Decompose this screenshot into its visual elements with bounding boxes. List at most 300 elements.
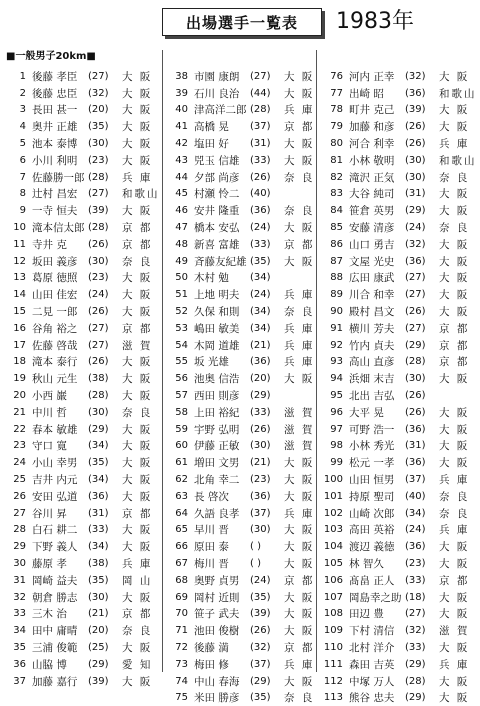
athlete-age: (34) [88, 541, 109, 553]
athlete-row [166, 689, 320, 706]
bib-number: 13 [13, 272, 26, 284]
athlete-row [4, 421, 158, 438]
athlete-row [166, 270, 320, 287]
athlete-name: 山脇 博 [32, 658, 67, 671]
athlete-row [166, 320, 320, 337]
athlete-prefecture: 兵 庫 [284, 289, 315, 302]
athlete-prefecture: 大 阪 [439, 541, 470, 554]
athlete-prefecture: 大 阪 [439, 423, 470, 436]
athlete-row [321, 454, 475, 471]
athlete-prefecture: 大 阪 [284, 558, 315, 570]
athlete-age: ( ) [250, 541, 261, 553]
bib-number: 55 [175, 356, 188, 368]
athlete-name: 佐藤 啓哉 [32, 339, 78, 352]
athlete-age: (28) [88, 390, 109, 402]
athlete-age: (29) [405, 658, 426, 670]
bib-number: 89 [330, 289, 343, 301]
athlete-row [4, 337, 158, 354]
athlete-name: 嶋田 敏美 [194, 322, 240, 335]
bib-number: 66 [175, 541, 188, 553]
bib-number: 102 [323, 507, 343, 519]
athlete-name: 渡辺 義徳 [349, 541, 395, 554]
athlete-prefecture: 大 阪 [439, 121, 470, 134]
athlete-age: (32) [405, 238, 426, 250]
athlete-prefecture: 大 阪 [122, 306, 153, 319]
athlete-name: 大平 晃 [349, 406, 384, 419]
athlete-name: 池田 俊樹 [194, 625, 240, 638]
athlete-age: (37) [405, 474, 426, 486]
bib-number: 27 [13, 507, 26, 519]
athlete-age: (24) [405, 222, 426, 234]
athlete-age: (28) [88, 171, 109, 183]
bib-number: 12 [13, 255, 26, 267]
athlete-age: (21) [88, 608, 109, 620]
bib-number: 9 [19, 205, 26, 217]
athlete-row [4, 488, 158, 505]
athlete-prefecture: 和歌山 [439, 87, 477, 100]
athlete-prefecture: 大 阪 [122, 138, 153, 151]
athlete-name: 秋山 元生 [32, 373, 78, 386]
bib-number: 7 [19, 171, 26, 183]
bib-number: 92 [330, 339, 343, 351]
athlete-row [321, 370, 475, 387]
athlete-name: 河合 利幸 [349, 138, 395, 151]
athlete-name: 浜畑 末吉 [349, 373, 395, 386]
athlete-age: (39) [88, 205, 109, 217]
athlete-name: 北村 洋介 [349, 641, 395, 654]
athlete-age: (30) [250, 440, 271, 452]
athlete-name: 小川 利明 [32, 154, 78, 167]
athlete-name: 下村 清信 [349, 625, 395, 638]
bib-number: 25 [13, 474, 26, 486]
athlete-row [4, 85, 158, 102]
athlete-row [4, 135, 158, 152]
athlete-row [166, 370, 320, 387]
athlete-prefecture: 大 阪 [439, 440, 470, 453]
athlete-age: (32) [88, 87, 109, 99]
athlete-row [321, 538, 475, 555]
athlete-name: 原田 泰 [194, 541, 229, 554]
bib-number: 4 [19, 121, 26, 133]
athlete-row [166, 68, 320, 85]
athlete-prefecture: 和歌山 [439, 154, 477, 167]
athlete-name: 岡島幸之助 [349, 591, 402, 604]
athlete-age: (27) [88, 188, 109, 200]
bib-number: 105 [323, 558, 343, 569]
athlete-age: (29) [250, 675, 271, 687]
bib-number: 31 [13, 574, 26, 586]
bib-number: 37 [13, 675, 26, 687]
athlete-age: (33) [250, 238, 271, 250]
bib-number: 53 [175, 322, 188, 334]
athlete-age: (34) [405, 507, 426, 519]
bib-number: 3 [19, 104, 26, 116]
athlete-prefecture: 奈 良 [439, 222, 470, 235]
bib-number: 49 [175, 255, 188, 267]
bib-number: 72 [175, 641, 188, 653]
athlete-prefecture: 奈 良 [439, 171, 470, 184]
athlete-age: (31) [405, 188, 426, 200]
athlete-prefecture: 大 阪 [122, 641, 153, 654]
athlete-age: (27) [250, 70, 271, 82]
athlete-age: (44) [250, 87, 271, 99]
athlete-name: 木岡 道雄 [194, 339, 240, 352]
bib-number: 16 [13, 322, 26, 334]
athlete-name: 坂 光雄 [194, 356, 229, 369]
athlete-age: (21) [250, 339, 271, 351]
bib-number: 28 [13, 524, 26, 536]
athlete-name: 山田 佳宏 [32, 289, 78, 302]
athlete-prefecture: 京 都 [122, 222, 153, 235]
athlete-prefecture: 大 阪 [439, 692, 470, 705]
athlete-age: (31) [250, 138, 271, 150]
athlete-row [166, 538, 320, 555]
athlete-name: 広田 康武 [349, 272, 395, 285]
category-label: ■一般男子20km■ [6, 51, 96, 62]
athlete-row [321, 186, 475, 203]
athlete-row [321, 270, 475, 287]
athlete-age: (23) [405, 558, 426, 569]
athlete-age: (29) [250, 390, 271, 402]
athlete-prefecture: 大 阪 [439, 272, 470, 285]
athlete-row [321, 286, 475, 303]
athlete-row [321, 572, 475, 589]
athlete-row [4, 505, 158, 522]
athlete-name: 小林 秀光 [349, 440, 395, 453]
bib-number: 61 [175, 457, 188, 469]
athlete-name: 滝本信太郎 [32, 222, 85, 235]
athlete-prefecture: 和歌山 [122, 188, 160, 201]
athlete-age: (30) [88, 591, 109, 603]
athlete-row [321, 689, 475, 706]
athlete-row [4, 522, 158, 539]
athlete-name: 坂田 義彦 [32, 255, 78, 268]
athlete-name: 高田 英裕 [349, 524, 395, 537]
athlete-name: 早川 晋 [194, 524, 229, 537]
athlete-row [4, 538, 158, 555]
athlete-name: 白石 耕二 [32, 524, 78, 537]
athlete-age: (25) [88, 641, 109, 653]
athlete-prefecture: 大 阪 [284, 138, 315, 151]
athlete-age: (34) [88, 440, 109, 452]
athlete-prefecture: 大 阪 [439, 188, 470, 201]
athlete-name: 松元 一孝 [349, 457, 395, 470]
bib-number: 77 [330, 87, 343, 99]
bib-number: 110 [323, 641, 343, 653]
athlete-row [321, 219, 475, 236]
athlete-prefecture: 大 阪 [439, 289, 470, 302]
athlete-prefecture: 大 阪 [122, 457, 153, 470]
athlete-name: 増田 文男 [194, 457, 240, 470]
athlete-prefecture: 大 阪 [122, 440, 153, 453]
athlete-age: (30) [88, 255, 109, 267]
athlete-name: 辻村 昌宏 [32, 188, 78, 201]
athlete-row [166, 606, 320, 623]
roster-column-2 [166, 68, 320, 706]
bib-number: 19 [13, 373, 26, 385]
bib-number: 29 [13, 541, 26, 553]
bib-number: 103 [323, 524, 343, 536]
athlete-age: (23) [88, 272, 109, 284]
athlete-row [321, 471, 475, 488]
athlete-row [321, 236, 475, 253]
athlete-name: 夕部 尚彦 [194, 171, 240, 184]
athlete-age: (33) [405, 574, 426, 586]
athlete-age: (30) [405, 154, 426, 166]
bib-number: 45 [175, 188, 188, 200]
athlete-age: ( ) [250, 558, 261, 569]
bib-number: 81 [330, 154, 343, 166]
bib-number: 112 [323, 675, 343, 687]
athlete-row [166, 337, 320, 354]
bib-number: 94 [330, 373, 343, 385]
athlete-age: (24) [250, 574, 271, 586]
athlete-age: (34) [250, 322, 271, 334]
bib-number: 78 [330, 104, 343, 116]
athlete-name: 殿村 昌文 [349, 306, 395, 319]
athlete-name: 中川 哲 [32, 406, 67, 419]
athlete-name: 小林 敬明 [349, 154, 395, 167]
athlete-prefecture: 京 都 [122, 238, 153, 251]
athlete-prefecture: 大 阪 [122, 675, 153, 688]
athlete-row [321, 656, 475, 673]
athlete-prefecture: 大 阪 [439, 70, 470, 83]
bib-number: 5 [19, 138, 26, 150]
bib-number: 14 [13, 289, 26, 301]
athlete-age: (33) [250, 406, 271, 418]
athlete-prefecture: 大 阪 [284, 373, 315, 386]
athlete-name: 出崎 昭 [349, 87, 384, 100]
athlete-age: (36) [405, 457, 426, 469]
bib-number: 56 [175, 373, 188, 385]
athlete-age: (38) [88, 558, 109, 569]
athlete-name: 河内 正幸 [349, 70, 395, 83]
bib-number: 43 [175, 154, 188, 166]
athlete-prefecture: 大 阪 [439, 641, 470, 654]
athlete-name: 吉井 内元 [32, 474, 78, 487]
athlete-name: 久保 和則 [194, 306, 240, 319]
athlete-row [4, 202, 158, 219]
athlete-age: (36) [405, 87, 426, 99]
bib-number: 99 [330, 457, 343, 469]
athlete-age: (24) [88, 289, 109, 301]
athlete-age: (31) [405, 440, 426, 452]
bib-number: 40 [175, 104, 188, 116]
athlete-row [321, 438, 475, 455]
athlete-prefecture: 大 阪 [122, 154, 153, 167]
athlete-prefecture: 大 阪 [439, 675, 470, 688]
athlete-name: 三木 治 [32, 608, 67, 621]
athlete-name: 北出 吉弘 [349, 390, 395, 403]
bib-number: 100 [323, 474, 343, 486]
athlete-row [321, 102, 475, 119]
athlete-prefecture: 愛 知 [122, 658, 153, 671]
bib-number: 87 [330, 255, 343, 267]
athlete-prefecture: 京 都 [439, 322, 470, 335]
athlete-prefecture: 大 阪 [439, 238, 470, 251]
athlete-age: (37) [250, 507, 271, 519]
bib-number: 50 [175, 272, 188, 284]
athlete-name: 後藤 満 [194, 641, 229, 654]
athlete-row [4, 320, 158, 337]
athlete-name: 岡村 近則 [194, 591, 240, 604]
athlete-row [166, 589, 320, 606]
athlete-name: 北角 幸二 [194, 474, 240, 487]
athlete-name: 上地 明夫 [194, 289, 240, 302]
athlete-name: 寺井 克 [32, 238, 67, 251]
athlete-name: 横川 芳夫 [349, 322, 395, 335]
bib-number: 75 [175, 692, 188, 704]
athlete-name: 葛原 徳照 [32, 272, 78, 285]
year-label: 1983年 [336, 9, 414, 34]
athlete-age: (36) [405, 423, 426, 435]
athlete-row [166, 488, 320, 505]
athlete-row [321, 202, 475, 219]
athlete-name: 長田 甚一 [32, 104, 78, 117]
athlete-row [4, 454, 158, 471]
athlete-prefecture: 京 都 [439, 574, 470, 587]
athlete-name: 二見 一郎 [32, 306, 78, 319]
athlete-name: 竹内 貞夫 [349, 339, 395, 352]
athlete-age: (36) [88, 490, 109, 502]
athlete-name: 石川 良治 [194, 87, 240, 100]
column-divider [162, 50, 163, 672]
athlete-age: (29) [405, 692, 426, 704]
athlete-age: (27) [405, 322, 426, 334]
bib-number: 59 [175, 423, 188, 435]
athlete-age: (24) [250, 289, 271, 301]
athlete-name: 小山 幸男 [32, 457, 78, 470]
athlete-prefecture: 兵 庫 [439, 524, 470, 537]
athlete-age: (27) [405, 272, 426, 284]
athlete-row [4, 589, 158, 606]
athlete-row [166, 253, 320, 270]
athlete-prefecture: 兵 庫 [439, 138, 470, 151]
athlete-prefecture: 大 阪 [122, 390, 153, 403]
athlete-row [166, 438, 320, 455]
athlete-prefecture: 兵 庫 [284, 339, 315, 352]
athlete-prefecture: 京 都 [284, 121, 315, 134]
bib-number: 85 [330, 222, 343, 234]
athlete-row [4, 370, 158, 387]
athlete-row [166, 555, 320, 572]
bib-number: 20 [13, 390, 26, 402]
athlete-prefecture: 大 阪 [284, 625, 315, 638]
bib-number: 108 [323, 608, 343, 620]
bib-number: 47 [175, 222, 188, 234]
athlete-row [166, 387, 320, 404]
bib-number: 67 [175, 558, 188, 569]
athlete-name: 伊藤 正敏 [194, 440, 240, 453]
athlete-row [166, 102, 320, 119]
bib-number: 23 [13, 440, 26, 452]
athlete-prefecture: 大 阪 [439, 558, 470, 570]
athlete-row [321, 387, 475, 404]
athlete-row [166, 454, 320, 471]
athlete-prefecture: 奈 良 [122, 625, 153, 638]
athlete-name: 春本 敏雄 [32, 423, 78, 436]
athlete-name: 池本 泰博 [32, 138, 78, 151]
athlete-name: 一寺 恒夫 [32, 205, 78, 218]
bib-number: 11 [13, 238, 26, 250]
athlete-prefecture: 滋 賀 [122, 339, 153, 352]
athlete-age: (33) [250, 154, 271, 166]
athlete-age: (30) [405, 373, 426, 385]
athlete-prefecture: 大 阪 [122, 356, 153, 369]
athlete-age: (24) [405, 524, 426, 536]
bib-number: 58 [175, 406, 188, 418]
athlete-age: (35) [250, 591, 271, 603]
athlete-row [4, 303, 158, 320]
athlete-age: (23) [88, 154, 109, 166]
athlete-prefecture: 大 阪 [439, 591, 470, 604]
athlete-prefecture: 大 阪 [284, 457, 315, 470]
athlete-age: (26) [88, 306, 109, 318]
athlete-name: 森田 吉英 [349, 658, 395, 671]
athlete-row [166, 572, 320, 589]
athlete-prefecture: 滋 賀 [284, 423, 315, 436]
athlete-row [4, 219, 158, 236]
athlete-name: 斉藤友紀雄 [194, 255, 247, 268]
athlete-name: 梅川 晋 [194, 558, 229, 570]
athlete-age: (33) [88, 524, 109, 536]
athlete-age: (39) [88, 675, 109, 687]
athlete-name: 谷角 裕之 [32, 322, 78, 335]
athlete-prefecture: 京 都 [284, 238, 315, 251]
athlete-prefecture: 大 阪 [122, 121, 153, 134]
bib-number: 107 [323, 591, 343, 603]
athlete-row [166, 236, 320, 253]
athlete-name: 小西 巌 [32, 390, 67, 403]
bib-number: 2 [19, 87, 26, 99]
athlete-row [166, 673, 320, 690]
bib-number: 98 [330, 440, 343, 452]
athlete-name: 西田 則彦 [194, 390, 240, 403]
bib-number: 93 [330, 356, 343, 368]
athlete-prefecture: 滋 賀 [439, 625, 470, 638]
bib-number: 30 [13, 558, 26, 569]
athlete-row [4, 622, 158, 639]
bib-number: 97 [330, 423, 343, 435]
athlete-row [4, 102, 158, 119]
athlete-age: (26) [88, 356, 109, 368]
athlete-age: (27) [88, 339, 109, 351]
bib-number: 48 [175, 238, 188, 250]
athlete-name: 谷川 昇 [32, 507, 67, 520]
athlete-name: 笹子 武夫 [194, 608, 240, 621]
athlete-row [4, 118, 158, 135]
athlete-row [321, 488, 475, 505]
bib-number: 60 [175, 440, 188, 452]
athlete-age: (27) [405, 608, 426, 620]
athlete-prefecture: 兵 庫 [284, 322, 315, 335]
athlete-age: (35) [88, 121, 109, 133]
bib-number: 82 [330, 171, 343, 183]
athlete-prefecture: 大 阪 [284, 255, 315, 268]
bib-number: 63 [175, 490, 188, 502]
athlete-row [321, 85, 475, 102]
athlete-prefecture: 大 阪 [439, 608, 470, 621]
bib-number: 26 [13, 490, 26, 502]
athlete-row [321, 673, 475, 690]
athlete-age: (20) [88, 104, 109, 116]
athlete-age: (37) [250, 658, 271, 670]
athlete-age: (26) [250, 423, 271, 435]
athlete-age: (30) [88, 406, 109, 418]
athlete-prefecture: 大 阪 [122, 373, 153, 386]
bib-number: 84 [330, 205, 343, 217]
athlete-name: 安藤 清彦 [349, 222, 395, 235]
